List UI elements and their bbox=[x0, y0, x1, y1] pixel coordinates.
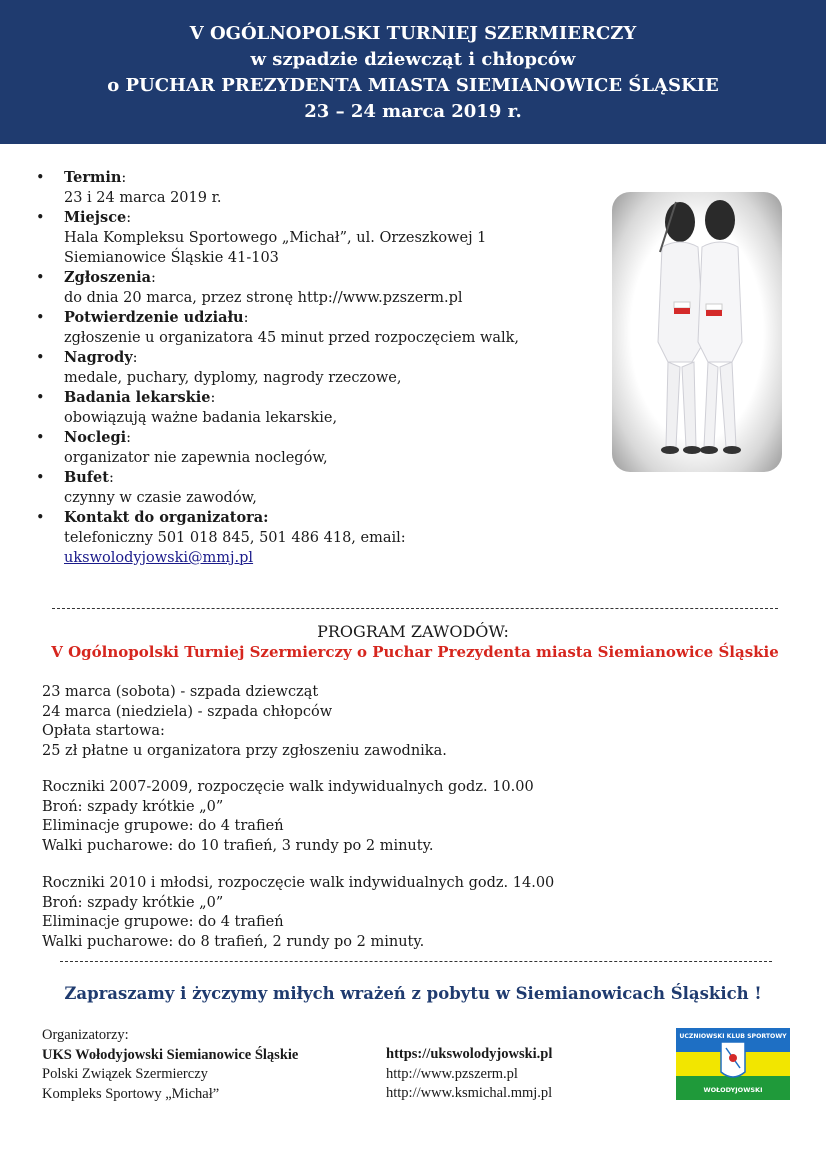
list-item: • Zgłoszenia: do dnia 20 marca, przez stronę http://www.pzszerm.pl bbox=[36, 269, 463, 306]
page-header bbox=[0, 0, 826, 144]
logo-top-text: UCZNIOWSKI KLUB SPORTOWY bbox=[679, 1033, 787, 1040]
club-logo bbox=[676, 1028, 790, 1100]
program-block-2 bbox=[42, 778, 534, 856]
program-block-1 bbox=[42, 683, 447, 761]
organizer-link[interactable]: http://www.pzszerm.pl bbox=[386, 1065, 518, 1082]
list-item: • Termin: 23 i 24 marca 2019 r. bbox=[36, 169, 222, 206]
program-line: Broń: szpady krótkie „0” bbox=[42, 894, 224, 911]
organizer-name: UKS Wołodyjowski Siemianowice Śląskie bbox=[42, 1046, 299, 1063]
item-text: czynny w czasie zawodów, bbox=[64, 490, 257, 506]
program-line: Opłata startowa: bbox=[42, 723, 165, 739]
header-line-3: o PUCHAR PREZYDENTA MIASTA SIEMIANOWICE ŚLĄSKIE bbox=[107, 75, 719, 96]
program-line: Walki pucharowe: do 10 trafień, 3 rundy po 2 minuty. bbox=[42, 837, 434, 854]
program-line: 23 marca (sobota) - szpada dziewcząt bbox=[42, 684, 319, 700]
item-label: Noclegi bbox=[64, 429, 127, 446]
program-line: Walki pucharowe: do 8 trafień, 2 rundy po 2 minuty. bbox=[42, 933, 425, 950]
program-subtitle: V Ogólnopolski Turniej Szermierczy o Puchar Prezydenta miasta Siemianowice Śląskie bbox=[51, 643, 779, 661]
list-item bbox=[36, 508, 596, 568]
item-label: Zgłoszenia bbox=[64, 269, 152, 286]
program-line: Eliminacje grupowe: do 4 trafień bbox=[42, 914, 284, 930]
bullet-icon: • bbox=[36, 430, 45, 446]
program-line: Roczniki 2010 i młodsi, rozpoczęcie walk indywidualnych godz. 14.00 bbox=[42, 875, 555, 891]
dashed-divider bbox=[52, 608, 778, 609]
info-list bbox=[36, 168, 596, 568]
logo-bottom-text: WOŁODYJOWSKI bbox=[703, 1086, 763, 1094]
item-text: zgłoszenie u organizatora 45 minut przed rozpoczęciem walk, bbox=[64, 330, 520, 346]
dashed-divider bbox=[60, 961, 772, 962]
item-label: Badania lekarskie bbox=[64, 389, 211, 406]
bullet-icon: • bbox=[36, 390, 45, 406]
bullet-icon: • bbox=[36, 310, 45, 326]
bullet-icon: • bbox=[36, 470, 45, 486]
header-line-1: V OGÓLNOPOLSKI TURNIEJ SZERMIERCZY bbox=[189, 23, 637, 44]
item-label: Miejsce bbox=[64, 209, 127, 226]
header-line-4: 23 – 24 marca 2019 r. bbox=[304, 101, 522, 122]
bullet-icon: • bbox=[36, 270, 45, 286]
bullet-icon: • bbox=[36, 350, 45, 366]
list-item: • Potwierdzenie udziału: zgłoszenie u organizatora 45 minut przed rozpoczęciem walk, bbox=[36, 309, 520, 346]
list-item: • Miejsce: Hala Kompleksu Sportowego „Michał”, ul. Orzeszkowej 1 Siemianowice Śląskie 41-103 bbox=[36, 209, 487, 266]
item-label: Bufet bbox=[64, 469, 109, 486]
item-text: organizator nie zapewnia noclegów, bbox=[64, 450, 328, 466]
organizer-name: Kompleks Sportowy „Michał” bbox=[42, 1085, 220, 1102]
list-item: • Bufet: czynny w czasie zawodów, bbox=[36, 469, 257, 506]
program-line: Eliminacje grupowe: do 4 trafień bbox=[42, 818, 284, 834]
item-label: Potwierdzenie udziału bbox=[64, 309, 244, 326]
organizers-heading: Organizatorzy: bbox=[42, 1027, 129, 1043]
program-line: 24 marca (niedziela) - szpada chłopców bbox=[42, 703, 333, 720]
organizer-links bbox=[386, 1045, 552, 1104]
list-item: • Noclegi: organizator nie zapewnia noclegów, bbox=[36, 429, 328, 466]
header-line-2: w szpadzie dziewcząt i chłopców bbox=[250, 49, 576, 70]
fencers-photo bbox=[612, 192, 782, 472]
list-item: • Nagrody: medale, puchary, dyplomy, nagrody rzeczowe, bbox=[36, 349, 402, 386]
organizer-link[interactable]: http://www.ksmichal.mmj.pl bbox=[386, 1085, 553, 1101]
program-line: 25 zł płatne u organizatora przy zgłoszeniu zawodnika. bbox=[42, 742, 447, 759]
item-text: Siemianowice Śląskie 41-103 bbox=[64, 250, 279, 266]
item-label: Termin bbox=[64, 169, 122, 186]
item-text: obowiązują ważne badania lekarskie, bbox=[64, 410, 338, 426]
program-line: Broń: szpady krótkie „0” bbox=[42, 798, 224, 815]
program-block-3 bbox=[42, 874, 554, 952]
bullet-icon: • bbox=[36, 170, 45, 186]
bullet-icon: • bbox=[36, 210, 45, 226]
invitation-text: Zapraszamy i życzymy miłych wrażeń z pobytu w Siemianowicach Śląskich ! bbox=[64, 984, 762, 1003]
item-label: Nagrody bbox=[64, 349, 133, 366]
program-title: PROGRAM ZAWODÓW: bbox=[317, 622, 509, 641]
bullet-icon: • bbox=[36, 510, 45, 526]
item-text: do dnia 20 marca, przez stronę http://www.pzszerm.pl bbox=[64, 290, 463, 306]
item-text: medale, puchary, dyplomy, nagrody rzeczowe, bbox=[64, 370, 402, 386]
item-text: Hala Kompleksu Sportowego „Michał”, ul. Orzeszkowej 1 bbox=[64, 230, 487, 246]
item-text: 23 i 24 marca 2019 r. bbox=[64, 190, 222, 206]
contact-phone: telefoniczny 501 018 845, 501 486 418, email: bbox=[64, 530, 406, 546]
email-link[interactable]: ukswolodyjowski@mmj.pl bbox=[64, 550, 254, 566]
program-line: Roczniki 2007-2009, rozpoczęcie walk indywidualnych godz. 10.00 bbox=[42, 779, 534, 795]
organizers-list bbox=[42, 1026, 298, 1104]
list-item: • Badania lekarskie: obowiązują ważne badania lekarskie, bbox=[36, 389, 338, 426]
contact-label: Kontakt do organizatora: bbox=[64, 509, 269, 526]
organizer-link[interactable]: https://ukswolodyjowski.pl bbox=[386, 1046, 553, 1062]
organizer-name: Polski Związek Szermierczy bbox=[42, 1066, 208, 1082]
